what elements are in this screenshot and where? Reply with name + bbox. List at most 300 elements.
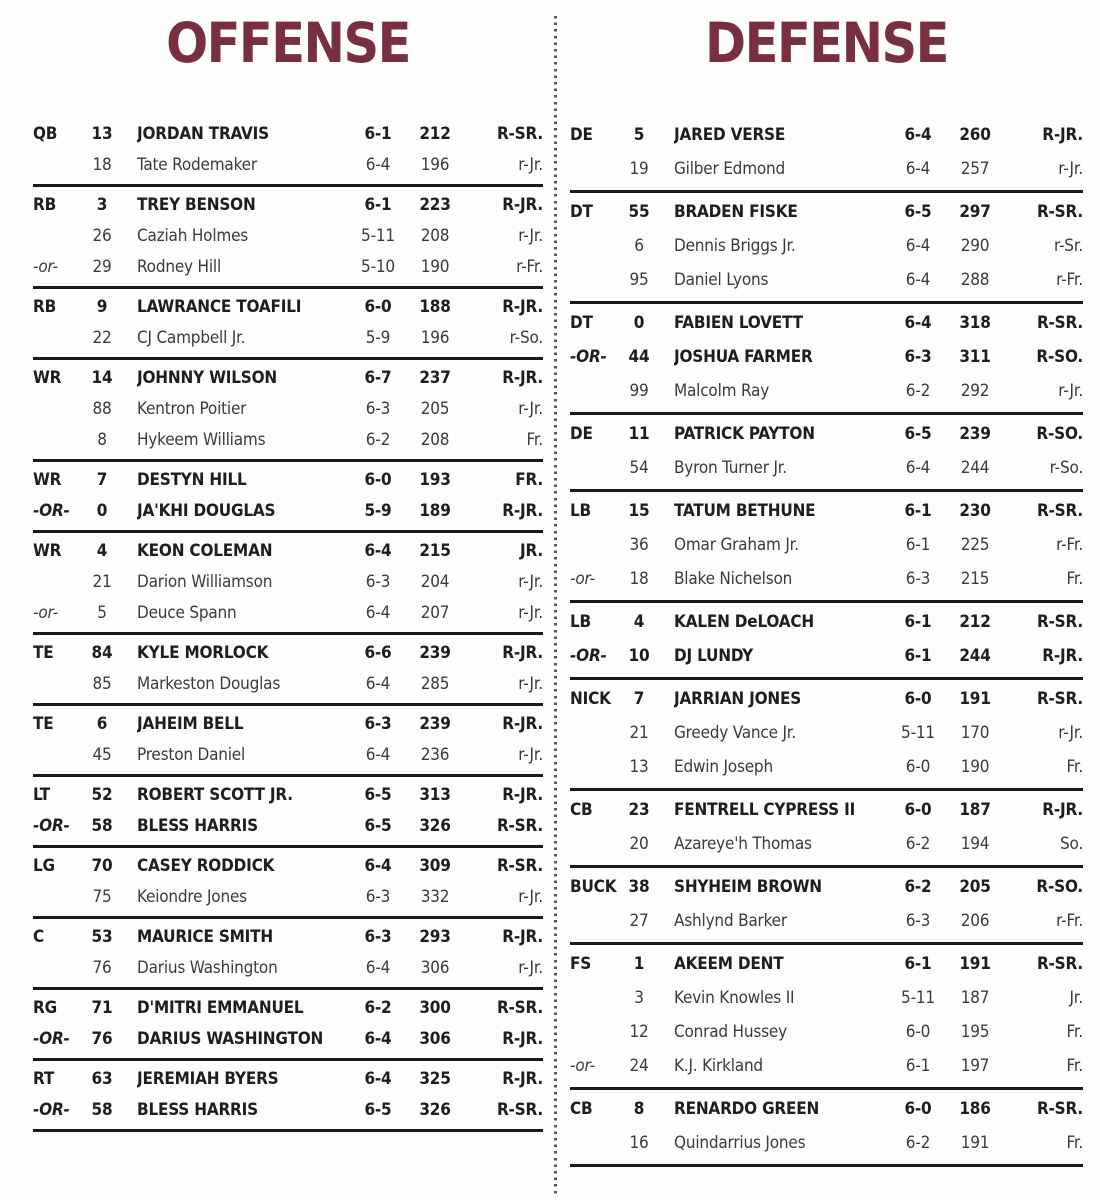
height: 6-0: [904, 1099, 932, 1119]
height: 6-3: [364, 713, 392, 734]
position-label: DT: [570, 202, 593, 222]
position-group: [33, 289, 543, 360]
height: 6-1: [905, 535, 931, 555]
player-name: Caziah Holmes: [137, 225, 249, 246]
jersey-number: 4: [633, 612, 645, 632]
class-year: R-SR.: [496, 123, 543, 144]
height: 5-11: [901, 723, 935, 743]
jersey-number: 0: [96, 500, 108, 521]
class-year: Fr.: [1066, 757, 1083, 777]
weight: 237: [419, 367, 451, 388]
weight: 196: [420, 327, 450, 348]
position-group: [33, 635, 543, 706]
jersey-number: 0: [633, 313, 645, 333]
class-year: R-SO.: [1036, 877, 1083, 897]
position-label: RB: [33, 194, 57, 215]
player-row: [33, 322, 543, 353]
position-label: LT: [33, 784, 50, 805]
jersey-number: 15: [628, 501, 650, 521]
player-row: [33, 992, 543, 1023]
position-group: [33, 777, 543, 848]
player-row: [570, 682, 1083, 716]
player-row: [570, 947, 1083, 981]
player-name: Markeston Douglas: [137, 673, 281, 694]
player-row: [570, 750, 1083, 784]
class-year: R-JR.: [502, 194, 543, 215]
jersey-number: 11: [628, 424, 650, 444]
position-group: [570, 415, 1083, 492]
jersey-number: 44: [628, 347, 650, 367]
height: 6-4: [904, 125, 932, 145]
player-name: Gilber Edmond: [674, 159, 786, 179]
height: 6-4: [365, 744, 391, 765]
height: 5-10: [361, 256, 395, 277]
height: 6-3: [905, 911, 931, 931]
position-label: WR: [33, 367, 62, 388]
position-label: -or-: [570, 1056, 595, 1076]
class-year: r-Jr.: [1058, 381, 1083, 401]
class-year: r-Jr.: [518, 398, 543, 419]
player-row: [33, 810, 543, 841]
height: 6-2: [905, 834, 931, 854]
height: 6-5: [364, 784, 392, 805]
player-name: MAURICE SMITH: [137, 926, 273, 947]
position-label: LB: [570, 612, 591, 632]
position-group: [33, 706, 543, 777]
player-row: [33, 291, 543, 322]
player-name: Dennis Briggs Jr.: [674, 236, 796, 256]
weight: 236: [420, 744, 450, 765]
player-name: TREY BENSON: [137, 194, 256, 215]
player-name: Daniel Lyons: [674, 270, 769, 290]
class-year: r-Jr.: [518, 957, 543, 978]
jersey-number: 12: [629, 1022, 649, 1042]
weight: 285: [420, 673, 450, 694]
position-group: [33, 533, 543, 635]
weight: 326: [419, 815, 451, 836]
player-name: DARIUS WASHINGTON: [137, 1028, 324, 1049]
player-name: KYLE MORLOCK: [137, 642, 269, 663]
jersey-number: 3: [96, 194, 108, 215]
jersey-number: 70: [91, 855, 113, 876]
class-year: r-Jr.: [518, 886, 543, 907]
height: 5-9: [365, 327, 391, 348]
jersey-number: 6: [634, 236, 644, 256]
jersey-number: 52: [91, 784, 113, 805]
position-label: CB: [570, 1099, 593, 1119]
player-row: [570, 981, 1083, 1015]
weight: 239: [419, 642, 451, 663]
player-row: [33, 850, 543, 881]
weight: 191: [959, 689, 991, 709]
jersey-number: 7: [96, 469, 108, 490]
player-name: JOSHUA FARMER: [674, 347, 813, 367]
class-year: r-Fr.: [516, 256, 543, 277]
position-label: C: [33, 926, 45, 947]
class-year: So.: [1059, 834, 1083, 854]
height: 6-2: [364, 997, 392, 1018]
player-row: [33, 1063, 543, 1094]
jersey-number: 75: [92, 886, 112, 907]
weight: 186: [959, 1099, 991, 1119]
weight: 306: [419, 1028, 451, 1049]
class-year: R-SR.: [1036, 612, 1083, 632]
position-label: WR: [33, 469, 62, 490]
class-year: r-Jr.: [518, 673, 543, 694]
player-name: BLESS HARRIS: [137, 1099, 258, 1120]
position-label: -OR-: [33, 1028, 70, 1049]
height: 6-3: [365, 571, 391, 592]
player-row: [570, 827, 1083, 861]
weight: 204: [420, 571, 450, 592]
jersey-number: 71: [91, 997, 113, 1018]
jersey-number: 13: [629, 757, 649, 777]
jersey-number: 63: [91, 1068, 113, 1089]
class-year: R-JR.: [502, 296, 543, 317]
class-year: R-SR.: [496, 855, 543, 876]
class-year: r-Jr.: [518, 154, 543, 175]
class-year: R-SR.: [1036, 1099, 1083, 1119]
defense-groups: [570, 116, 1083, 1167]
height: 6-4: [365, 602, 391, 623]
jersey-number: 54: [629, 458, 649, 478]
player-row: [570, 374, 1083, 408]
height: 5-9: [364, 500, 392, 521]
weight: 223: [419, 194, 451, 215]
position-label: -OR-: [33, 815, 70, 836]
jersey-number: 1: [633, 954, 645, 974]
player-name: Omar Graham Jr.: [674, 535, 799, 555]
height: 6-4: [905, 270, 931, 290]
player-row: [570, 562, 1083, 596]
position-label: LB: [570, 501, 591, 521]
jersey-number: 14: [91, 367, 113, 388]
position-label: -OR-: [570, 646, 607, 666]
weight: 196: [420, 154, 450, 175]
player-name: JEREMIAH BYERS: [137, 1068, 279, 1089]
offense-column: [33, 12, 543, 1132]
player-row: [33, 424, 543, 455]
position-label: RG: [33, 997, 57, 1018]
position-group: [570, 116, 1083, 193]
jersey-number: 53: [91, 926, 113, 947]
player-name: Rodney Hill: [137, 256, 221, 277]
jersey-number: 21: [92, 571, 112, 592]
jersey-number: 26: [92, 225, 112, 246]
player-name: BLESS HARRIS: [137, 815, 258, 836]
class-year: Fr.: [1066, 1133, 1083, 1153]
jersey-number: 58: [91, 815, 113, 836]
jersey-number: 8: [633, 1099, 645, 1119]
player-row: [570, 1015, 1083, 1049]
player-row: [33, 921, 543, 952]
class-year: R-SR.: [1036, 501, 1083, 521]
height: 6-4: [364, 1028, 392, 1049]
player-name: Azareye'h Thomas: [674, 834, 812, 854]
position-group: [570, 193, 1083, 304]
weight: 332: [420, 886, 450, 907]
player-name: CASEY RODDICK: [137, 855, 275, 876]
jersey-number: 7: [633, 689, 645, 709]
player-name: Conrad Hussey: [674, 1022, 787, 1042]
position-group: [570, 680, 1083, 791]
player-name: FABIEN LOVETT: [674, 313, 803, 333]
player-row: [570, 904, 1083, 938]
jersey-number: 21: [629, 723, 649, 743]
weight: 194: [960, 834, 990, 854]
class-year: r-So.: [509, 327, 543, 348]
position-group: [570, 304, 1083, 415]
position-group: [570, 868, 1083, 945]
player-name: FENTRELL CYPRESS II: [674, 800, 856, 820]
weight: 215: [419, 540, 451, 561]
player-name: Ashlynd Barker: [674, 911, 787, 931]
height: 6-4: [364, 1068, 392, 1089]
weight: 187: [960, 988, 990, 1008]
class-year: R-JR.: [1042, 800, 1083, 820]
height: 6-2: [904, 877, 932, 897]
weight: 208: [420, 225, 450, 246]
height: 6-0: [904, 689, 932, 709]
class-year: Fr.: [526, 429, 543, 450]
weight: 225: [960, 535, 990, 555]
class-year: R-JR.: [502, 500, 543, 521]
height: 6-3: [365, 886, 391, 907]
class-year: R-SR.: [496, 1099, 543, 1120]
height: 6-3: [904, 347, 932, 367]
height: 6-1: [904, 612, 932, 632]
position-label: WR: [33, 540, 62, 561]
player-row: [33, 362, 543, 393]
player-row: [33, 118, 543, 149]
weight: 309: [419, 855, 451, 876]
height: 6-5: [364, 815, 392, 836]
player-name: Malcolm Ray: [674, 381, 770, 401]
height: 6-4: [364, 855, 392, 876]
class-year: Fr.: [1066, 1022, 1083, 1042]
player-row: [570, 152, 1083, 186]
position-group: [33, 1061, 543, 1132]
player-row: [570, 229, 1083, 263]
jersey-number: 76: [91, 1028, 113, 1049]
player-name: RENARDO GREEN: [674, 1099, 820, 1119]
position-label: -OR-: [33, 500, 70, 521]
class-year: R-SR.: [1036, 313, 1083, 333]
height: 6-0: [364, 296, 392, 317]
class-year: Fr.: [1066, 1056, 1083, 1076]
class-year: Jr.: [1069, 988, 1083, 1008]
player-row: [33, 881, 543, 912]
weight: 306: [420, 957, 450, 978]
weight: 170: [960, 723, 990, 743]
position-label: TE: [33, 713, 54, 734]
player-name: Hykeem Williams: [137, 429, 266, 450]
position-group: [33, 187, 543, 289]
position-group: [33, 919, 543, 990]
class-year: FR.: [515, 469, 543, 490]
player-name: Blake Nichelson: [674, 569, 793, 589]
height: 6-4: [365, 957, 391, 978]
position-group: [33, 116, 543, 187]
player-row: [33, 189, 543, 220]
player-row: [570, 118, 1083, 152]
height: 6-2: [365, 429, 391, 450]
jersey-number: 23: [628, 800, 650, 820]
jersey-number: 27: [629, 911, 649, 931]
weight: 290: [960, 236, 990, 256]
offense-title: OFFENSE: [166, 11, 410, 75]
weight: 297: [959, 202, 991, 222]
weight: 260: [959, 125, 991, 145]
weight: 293: [419, 926, 451, 947]
player-name: Tate Rodemaker: [137, 154, 257, 175]
class-year: R-JR.: [502, 784, 543, 805]
position-group: [33, 462, 543, 533]
weight: 244: [960, 458, 990, 478]
height: 6-0: [905, 1022, 931, 1042]
class-year: R-JR.: [502, 642, 543, 663]
class-year: r-Fr.: [1056, 270, 1083, 290]
height: 6-1: [904, 954, 932, 974]
height: 6-5: [904, 202, 932, 222]
player-name: Preston Daniel: [137, 744, 246, 765]
position-label: DT: [570, 313, 593, 333]
jersey-number: 58: [91, 1099, 113, 1120]
weight: 207: [420, 602, 450, 623]
class-year: R-SR.: [1036, 689, 1083, 709]
jersey-number: 5: [633, 125, 645, 145]
player-name: DJ LUNDY: [674, 646, 754, 666]
jersey-number: 36: [629, 535, 649, 555]
player-row: [33, 220, 543, 251]
jersey-number: 29: [92, 256, 112, 277]
player-row: [33, 251, 543, 282]
player-name: JAHEIM BELL: [137, 713, 244, 734]
class-year: R-JR.: [502, 713, 543, 734]
height: 6-4: [905, 236, 931, 256]
jersey-number: 99: [629, 381, 649, 401]
height: 6-4: [365, 154, 391, 175]
position-label: DE: [570, 424, 593, 444]
height: 6-1: [904, 501, 932, 521]
class-year: r-Jr.: [518, 571, 543, 592]
weight: 187: [959, 800, 991, 820]
player-row: [570, 340, 1083, 374]
jersey-number: 84: [91, 642, 113, 663]
class-year: R-SR.: [496, 997, 543, 1018]
player-row: [570, 1126, 1083, 1160]
weight: 205: [420, 398, 450, 419]
position-label: RB: [33, 296, 57, 317]
position-label: LG: [33, 855, 55, 876]
height: 6-7: [364, 367, 392, 388]
height: 6-0: [904, 800, 932, 820]
weight: 208: [420, 429, 450, 450]
class-year: R-SR.: [1036, 202, 1083, 222]
player-name: DESTYN HILL: [137, 469, 247, 490]
player-row: [570, 417, 1083, 451]
jersey-number: 24: [629, 1056, 649, 1076]
position-label: -or-: [33, 602, 58, 623]
player-row: [570, 195, 1083, 229]
weight: 311: [959, 347, 991, 367]
class-year: R-JR.: [502, 926, 543, 947]
player-name: K.J. Kirkland: [674, 1056, 763, 1076]
class-year: R-JR.: [502, 1068, 543, 1089]
height: 6-4: [905, 159, 931, 179]
height: 6-6: [364, 642, 392, 663]
jersey-number: 18: [92, 154, 112, 175]
jersey-number: 45: [92, 744, 112, 765]
height: 6-4: [904, 313, 932, 333]
player-name: ROBERT SCOTT JR.: [137, 784, 293, 805]
position-label: QB: [33, 123, 58, 144]
class-year: R-JR.: [502, 1028, 543, 1049]
weight: 197: [960, 1056, 990, 1076]
weight: 195: [960, 1022, 990, 1042]
height: 6-2: [905, 381, 931, 401]
weight: 188: [419, 296, 451, 317]
weight: 300: [419, 997, 451, 1018]
weight: 257: [960, 159, 990, 179]
height: 6-5: [904, 424, 932, 444]
player-row: [570, 1049, 1083, 1083]
class-year: JR.: [520, 540, 543, 561]
weight: 193: [419, 469, 451, 490]
position-group: [33, 360, 543, 462]
height: 6-3: [365, 398, 391, 419]
weight: 292: [960, 381, 990, 401]
height: 6-4: [365, 673, 391, 694]
weight: 190: [960, 757, 990, 777]
position-label: -OR-: [33, 1099, 70, 1120]
class-year: r-Fr.: [1056, 911, 1083, 931]
weight: 318: [959, 313, 991, 333]
height: 6-4: [364, 540, 392, 561]
class-year: r-Jr.: [1058, 723, 1083, 743]
weight: 189: [419, 500, 451, 521]
player-row: [33, 739, 543, 770]
jersey-number: 55: [628, 202, 650, 222]
class-year: R-JR.: [502, 367, 543, 388]
weight: 230: [959, 501, 991, 521]
player-name: TATUM BETHUNE: [674, 501, 816, 521]
player-row: [33, 952, 543, 983]
class-year: Fr.: [1066, 569, 1083, 589]
player-row: [33, 149, 543, 180]
jersey-number: 16: [629, 1133, 649, 1153]
player-name: Byron Turner Jr.: [674, 458, 787, 478]
jersey-number: 9: [96, 296, 108, 317]
player-row: [570, 528, 1083, 562]
height: 6-2: [905, 1133, 931, 1153]
height: 6-4: [905, 458, 931, 478]
defense-title: DEFENSE: [705, 11, 948, 75]
jersey-number: 3: [634, 988, 644, 1008]
player-row: [33, 495, 543, 526]
height: 6-1: [904, 646, 932, 666]
weight: 288: [960, 270, 990, 290]
class-year: R-SO.: [1036, 424, 1083, 444]
jersey-number: 85: [92, 673, 112, 694]
player-name: D'MITRI EMMANUEL: [137, 997, 304, 1018]
player-row: [570, 716, 1083, 750]
player-row: [33, 668, 543, 699]
player-row: [33, 566, 543, 597]
position-label: -OR-: [570, 347, 607, 367]
player-name: LAWRANCE TOAFILI: [137, 296, 302, 317]
class-year: R-JR.: [1042, 646, 1083, 666]
